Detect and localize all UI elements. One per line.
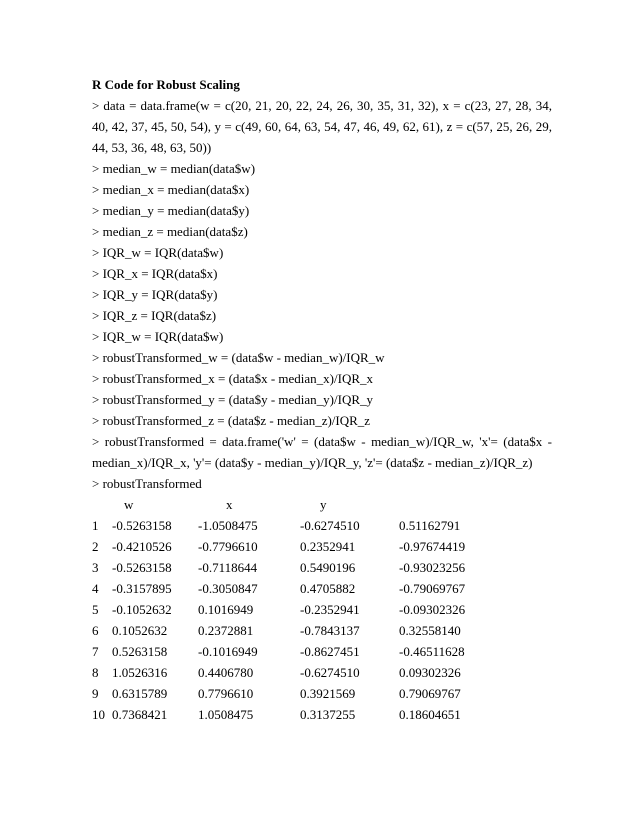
code-line-median-z: > median_z = median(data$z) xyxy=(92,224,248,239)
row-index: 8 xyxy=(92,665,99,680)
value-z: -0.09302326 xyxy=(399,602,466,617)
value-y: -0.7843137 xyxy=(300,623,360,638)
row-index: 2 xyxy=(92,539,99,554)
output-header-w: w xyxy=(124,497,134,512)
row-index: 5 xyxy=(92,602,99,617)
code-line-iqr-w-repeat: > IQR_w = IQR(data$w) xyxy=(92,329,224,344)
table-row xyxy=(92,683,479,704)
value-x: -0.7796610 xyxy=(198,539,258,554)
table-row xyxy=(92,704,479,725)
table-row xyxy=(92,515,479,536)
row-index: 10 xyxy=(92,707,105,722)
value-x: 0.4406780 xyxy=(198,665,254,680)
value-z: 0.79069767 xyxy=(399,686,461,701)
row-index: 4 xyxy=(92,581,99,596)
value-w: 0.7368421 xyxy=(112,707,168,722)
code-line-median-w: > median_w = median(data$w) xyxy=(92,161,256,176)
value-w: 0.6315789 xyxy=(112,686,168,701)
value-x: 0.7796610 xyxy=(198,686,254,701)
value-w: 1.0526316 xyxy=(112,665,168,680)
code-line-median-y: > median_y = median(data$y) xyxy=(92,203,250,218)
value-z: -0.93023256 xyxy=(399,560,466,575)
output-header-x: x xyxy=(226,497,233,512)
value-y: 0.4705882 xyxy=(300,581,356,596)
value-w: 0.5263158 xyxy=(112,644,168,659)
code-line-iqr-x: > IQR_x = IQR(data$x) xyxy=(92,266,218,281)
row-index: 9 xyxy=(92,686,99,701)
code-line-iqr-y: > IQR_y = IQR(data$y) xyxy=(92,287,218,302)
code-line-robust-w: > robustTransformed_w = (data$w - median_w)/IQR_w xyxy=(92,350,385,365)
value-x: -1.0508475 xyxy=(198,518,258,533)
code-line-median-x: > median_x = median(data$x) xyxy=(92,182,250,197)
row-index: 7 xyxy=(92,644,99,659)
row-index: 6 xyxy=(92,623,99,638)
value-x: -0.1016949 xyxy=(198,644,258,659)
table-row xyxy=(92,599,479,620)
value-w: -0.5263158 xyxy=(112,518,172,533)
row-index: 3 xyxy=(92,560,99,575)
output-header-row xyxy=(92,494,479,515)
value-z: -0.79069767 xyxy=(399,581,466,596)
table-row xyxy=(92,662,479,683)
value-w: 0.1052632 xyxy=(112,623,168,638)
value-w: -0.5263158 xyxy=(112,560,172,575)
value-z: 0.18604651 xyxy=(399,707,461,722)
code-line-robust-frame: > robustTransformed = data.frame('w' = (data$w - median_w)/IQR_w, 'x'= (data$x - median_x)/IQR_x, 'y'= (data$y - median_y)/IQR_y, 'z'= (data$z - median_z)/IQR_z) xyxy=(92,434,552,470)
document-page xyxy=(92,74,552,725)
table-row xyxy=(92,557,479,578)
value-x: 0.1016949 xyxy=(198,602,254,617)
code-line-iqr-w: > IQR_w = IQR(data$w) xyxy=(92,245,224,260)
output-header-index xyxy=(92,494,112,515)
value-x: -0.3050847 xyxy=(198,581,258,596)
value-z: 0.09302326 xyxy=(399,665,461,680)
value-y: 0.5490196 xyxy=(300,560,356,575)
code-line-robust-z: > robustTransformed_z = (data$z - median_z)/IQR_z xyxy=(92,413,371,428)
output-header-z xyxy=(399,494,479,515)
value-y: -0.6274510 xyxy=(300,665,360,680)
table-row xyxy=(92,578,479,599)
value-z: 0.51162791 xyxy=(399,518,461,533)
table-row xyxy=(92,641,479,662)
code-line-print-result: > robustTransformed xyxy=(92,476,202,491)
code-line-iqr-z: > IQR_z = IQR(data$z) xyxy=(92,308,217,323)
value-y: 0.2352941 xyxy=(300,539,356,554)
output-header-y: y xyxy=(320,497,327,512)
value-w: -0.4210526 xyxy=(112,539,172,554)
code-line-data-frame: > data = data.frame(w = c(20, 21, 20, 22, 24, 26, 30, 35, 31, 32), x = c(23, 27, 28, 34, 40, 42, 37, 45, 50, 54), y = c(49, 60, 64, 63, 54, 47, 46, 49, 62, 61), z = c(57, 25, 26, 29, 44, 53, 36, 48, 63, 50)) xyxy=(92,98,552,155)
value-x: 0.2372881 xyxy=(198,623,254,638)
output-body xyxy=(92,515,479,725)
value-w: -0.1052632 xyxy=(112,602,172,617)
table-row xyxy=(92,620,479,641)
value-w: -0.3157895 xyxy=(112,581,172,596)
output-table xyxy=(92,494,479,725)
value-y: -0.2352941 xyxy=(300,602,360,617)
value-x: 1.0508475 xyxy=(198,707,254,722)
section-heading: R Code for Robust Scaling xyxy=(92,77,240,92)
row-index: 1 xyxy=(92,518,99,533)
value-y: -0.8627451 xyxy=(300,644,360,659)
value-x: -0.7118644 xyxy=(198,560,258,575)
code-line-robust-y: > robustTransformed_y = (data$y - median_y)/IQR_y xyxy=(92,392,373,407)
table-row xyxy=(92,536,479,557)
value-z: -0.46511628 xyxy=(399,644,465,659)
value-z: -0.97674419 xyxy=(399,539,466,554)
value-y: -0.6274510 xyxy=(300,518,360,533)
value-y: 0.3921569 xyxy=(300,686,356,701)
value-y: 0.3137255 xyxy=(300,707,356,722)
value-z: 0.32558140 xyxy=(399,623,461,638)
code-line-robust-x: > robustTransformed_x = (data$x - median_x)/IQR_x xyxy=(92,371,373,386)
